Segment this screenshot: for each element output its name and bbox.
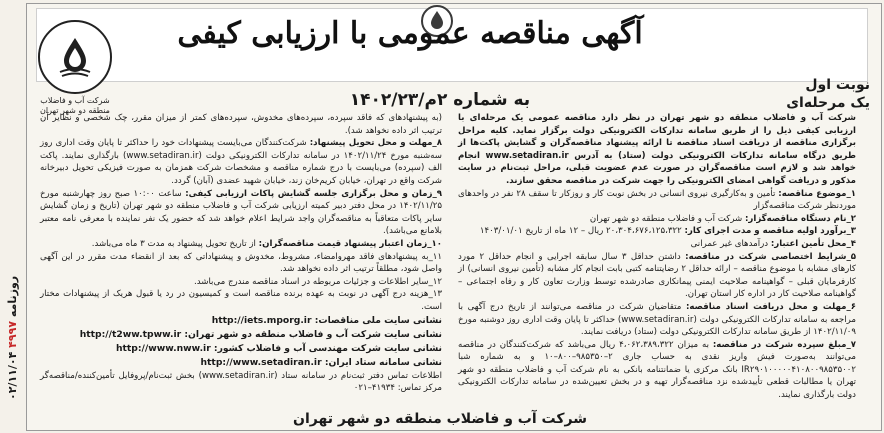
site-link-iets[interactable]: نشانی سایت ملی مناقصات: http://iets.mporg.ir bbox=[211, 314, 442, 326]
stage-type: یک مرحله‌ای bbox=[786, 95, 870, 111]
logo-caption-line2: منطقه دو شهر تهران bbox=[40, 106, 110, 115]
ad-title: آگهی مناقصه عمومی با ارزیابی کیفی bbox=[177, 16, 643, 51]
section-4-head: ۴_محل تأمین اعتبار: bbox=[770, 238, 856, 249]
section-2-head: ۲_نام دستگاه مناقصه‌گزار: bbox=[745, 213, 856, 224]
publication-stage bbox=[786, 76, 870, 112]
logo-caption-line1: شرکت آب و فاضلاب bbox=[40, 96, 110, 105]
section-3-head: ۳_برآورد اولیه مناقصه و مدت اجرای کار: bbox=[684, 226, 856, 237]
section-7-head: ۷_مبلغ سپرده شرکت در مناقصه: bbox=[712, 339, 856, 350]
section-1 bbox=[458, 188, 856, 213]
section-11: ۱۱_به پیشنهادهای فاقد مهروامضاء، مشروط، مخدوش و پیشنهاداتی که بعد از انقضاء مدت مقرر در این آگهی واصل شود، مطلقاً ترتیب اثر داده نخواهد شد. bbox=[40, 251, 442, 275]
tender-number: به شماره ۲م/۱۴۰۲/۲۳ bbox=[349, 90, 531, 110]
section-13: ۱۳_هزینه درج آگهی در نوبت به عهده برنده مناقصه است و کمیسیون در رد یا قبول هریک از پیشنهادات مختار است. bbox=[40, 289, 442, 312]
section-9-text: ساعت ۱۰:۰۰ صبح روز چهارشنبه مورخ ۱۴۰۲/۱۱/۲۵ در محل دفتر دبیر کمیته ارزیابی شرکت آب و فاضلاب منطقه دو شهر تهران (تاریخ و زمان گشایش سایر پاکات متعاقباً به مناقصه‌گران واجد شرایط اعلام خواهد شد که حضور یک نفر نماینده با معرفی نامه معتبر بلامانع می‌باشد). bbox=[40, 188, 442, 237]
section-9-head: ۹_زمان و محل برگزاری جلسه گشایش پاکات ارزیابی کیفی: bbox=[185, 188, 442, 199]
section-7-text: به میزان ۴،۰۶۲،۳۸۹،۳۲۲ ریال می‌باشد که شرکت‌کنندگان در مناقصه می‌توانند به‌صورت فیش واریز نقدی به حساب جاری ۲–۹۸۵۳۵۰–۸۰۰–۱۰ و به شماره شبا IR۲۹۰۱۰۰۰۰۰۴۱۰۸۰۰۹۸۵۳۵۰۰۲ بانک مرکزی یا ضمانتنامه بانکی به نام شرکت آب و فاضلاب منطقه دو شهر تهران یا مطالبات قطعی تأییدشده نزد مناقصه‌گزار تهیه و در بخش تعیین‌شده در سامانه تدارکات الکترونیکی دولت بارگذاری نمایند. bbox=[458, 339, 856, 401]
section-3-text: ۲۰،۳۰۴،۶۷۶،۱۲۵،۳۲۲ ریال – ۱۲ ماه از تاریخ ۱۴۰۳/۰۱/۰۱ bbox=[479, 226, 682, 237]
section-7 bbox=[458, 339, 856, 402]
section-10-text: از تاریخ تحویل پیشنهاد به مدت ۳ ماه می‌باشد. bbox=[91, 238, 256, 249]
section-1-head: ۱_موضوع مناقصه: bbox=[778, 188, 857, 199]
section-12: ۱۲_سایر اطلاعات و جزئیات مربوطه در اسناد مناقصه مندرج می‌باشد. bbox=[194, 276, 442, 287]
section-4-text: درآمدهای غیر عمرانی bbox=[690, 238, 769, 249]
section-10-head: ۱۰_زمان اعتبار پیشنهاد قیمت مناقصه‌گران: bbox=[258, 238, 442, 249]
section-5-head: ۵_شرایط اختصاصی شرکت در مناقصه: bbox=[685, 251, 857, 262]
intro-text: شرکت آب و فاضلاب منطقه دو شهر تهران در نظر دارد مناقصه عمومی یک مرحله‌ای با ارزیابی کیفی ذیل را از طریق سامانه تدارکات الکترونیکی دولت برگزار نماید. کلیه مراحل برگزاری مناقصه از دریافت اسناد مناقصه تا ارائه پیشنهاد مناقصه‌گران و گشایش پاکت‌ها از طریق درگاه سامانه تدارکات الکترونیکی دولت (ستاد) به آدرس www.setadiran.ir انجام خواهد شد و لازم است مناقصه‌گران در صورت عدم عضویت قبلی، مراحل ثبت‌نام در سایت مذکور و دریافت گواهی امضای الکترونیکی را جهت شرکت در مناقصه محقق سازند. bbox=[458, 113, 857, 186]
footer-company: شرکت آب و فاضلاب منطقه دو شهر تهران bbox=[293, 411, 587, 427]
left-column bbox=[40, 112, 442, 395]
section-8-head: ۸_مهلت و محل تحویل پیشنهاد: bbox=[309, 138, 442, 149]
section-5-text: داشتن حداقل ۳ سال سابقه اجرایی و انجام حداقل ۲ مورد کارهای مشابه با موضوع مناقصه – ارائه حداقل ۲ رضایتنامه کتبی بابت انجام کار مشابه (تأمین نیروی انسانی) از کارفرمایان قبلی – گواهینامه صلاحیت ایمنی پیمانکاری صادرشده توسط وزارت تعاون کار و رفاه اجتماعی – گواهینامه صلاحیت کار در اداره کار استان تهران. bbox=[458, 251, 856, 300]
intro-paragraph bbox=[458, 112, 856, 188]
site-link-company[interactable]: نشانی سایت شرکت آب و فاضلاب منطقه دو شهر تهران: http://t2ww.tpww.ir bbox=[79, 328, 442, 340]
stage-round: نوبت اول bbox=[805, 77, 870, 93]
company-logo bbox=[34, 20, 116, 116]
section-6 bbox=[458, 301, 856, 339]
water-drops-logo-icon bbox=[38, 20, 112, 94]
contact-info: اطلاعات تماس دفتر ثبت‌نام در سامانه ستاد (www.setadiran.ir) بخش ثبت‌نام/پروفایل تأمین‌کننده/مناقصه‌گر مرکز تماس: ۴۱۹۳۴–۰۲۱ bbox=[40, 370, 442, 394]
section-9 bbox=[40, 188, 442, 238]
section-2 bbox=[458, 213, 856, 226]
section-3 bbox=[458, 225, 856, 238]
section-6-text: متقاضیان شرکت در مناقصه می‌توانند از تاریخ درج آگهی با مراجعه به سامانه تدارکات الکترونیکی دولت (www.setadiran.ir) حداکثر تا پایان وقت اداری روز دوشنبه مورخ ۱۴۰۲/۱۱/۰۹ از طریق سامانه تدارکات الکترونیکی دولت (ستاد) دریافت نمایند. bbox=[458, 301, 856, 338]
section-1-text: تأمین و به‌کارگیری نیروی انسانی در بخش نوبت کار و روزکار تا سقف ۲۸ نفر در واحدهای موردنظر شرکت مناقصه‌گزار bbox=[458, 188, 856, 212]
section-5 bbox=[458, 251, 856, 301]
site-link-nww[interactable]: نشانی سایت شرکت مهندسی آب و فاضلاب کشور: http://www.nww.ir bbox=[115, 342, 442, 354]
section-10 bbox=[40, 238, 442, 251]
section-2-text: شرکت آب و فاضلاب منطقه دو شهر تهران bbox=[589, 213, 743, 224]
site-link-setad[interactable]: نشانی سامانه ستاد ایران: http://www.setadiran.ir bbox=[200, 356, 442, 368]
deposit-note: (به پیشنهادهای که فاقد سپرده، سپرده‌های مخدوش، سپرده‌های کمتر از میزان مقرر، چک شخصی و نظایر آن ترتیب اثر داده نخواهد شد). bbox=[40, 113, 442, 136]
section-8-text: شرکت‌کنندگان می‌بایست پیشنهادات خود را حداکثر تا پایان وقت اداری روز سه‌شنبه مورخ ۱۴۰۲/۱۱/۲۴ در سامانه تدارکات الکترونیکی دولت (www.setadiran.ir) بارگذاری نمایند. پاکت الف (سپرده) می‌بایست با درج شماره مناقصه و مشخصات شرکت همزمان به صورت فیزیکی تحویل دبیرخانه شرکت واقع در تهران، خیابان کریم‌خان زند، خیابان شهید عضدی (آبان) گردد. bbox=[40, 138, 442, 186]
newspaper-name: روزنامه bbox=[6, 275, 19, 318]
right-column bbox=[458, 112, 856, 402]
newspaper-side-label bbox=[6, 276, 19, 400]
section-8 bbox=[40, 137, 442, 187]
issue-date: ۰۲/۱۱/۰۴ bbox=[6, 351, 19, 400]
section-4 bbox=[458, 238, 856, 251]
issue-number: ۴۹۹۷ bbox=[6, 320, 19, 348]
section-6-head: ۶_مهلت و محل دریافت اسناد مناقصه: bbox=[686, 301, 857, 312]
